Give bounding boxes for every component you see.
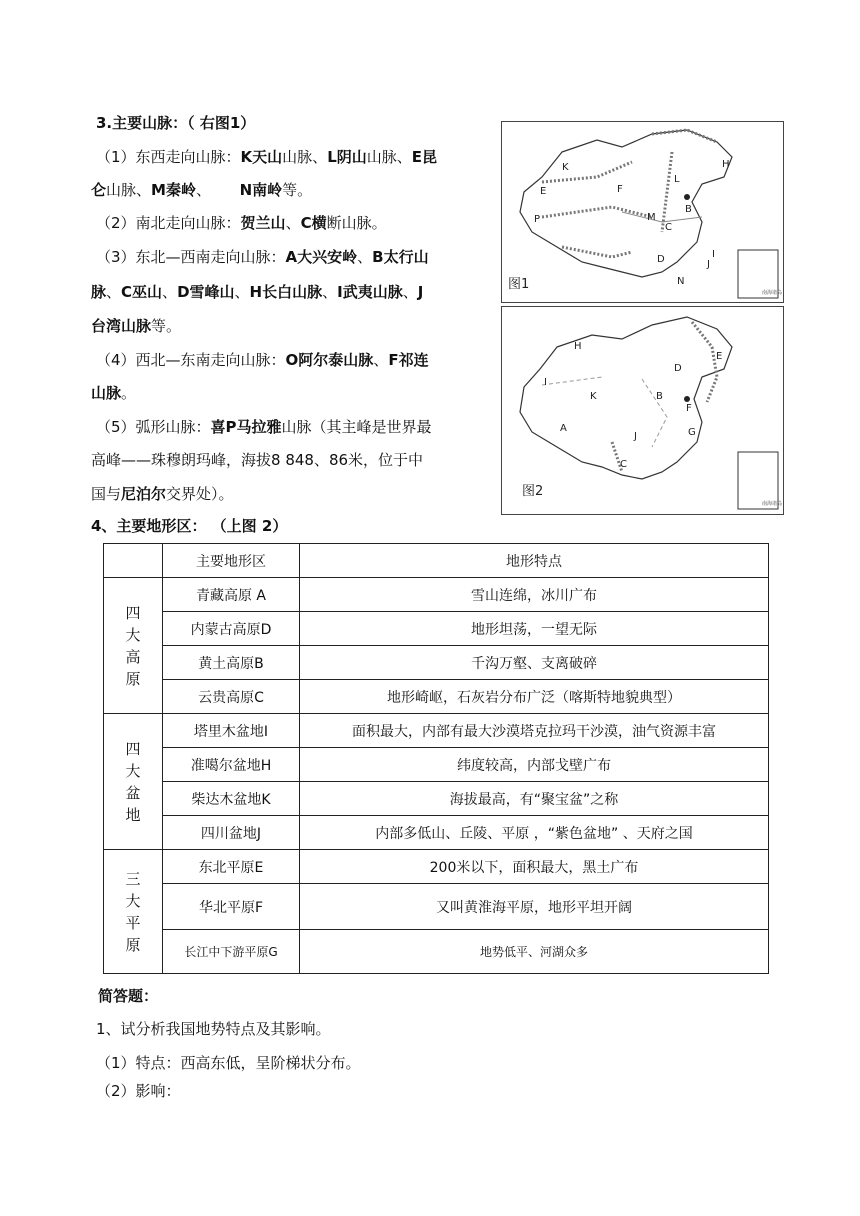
region-feature: 千沟万壑、支离破碎 (300, 646, 769, 680)
region-name: 准噶尔盆地H (163, 748, 300, 782)
map-1-label: L (674, 174, 680, 185)
map-2-label: E (716, 351, 723, 362)
table-row (104, 850, 769, 884)
region-name: 塔里木盆地Ⅰ (163, 714, 300, 748)
arc-mountains-line2: 高峰——珠穆朗玛峰，海拔8 848、86米，位于中 (91, 451, 424, 469)
qa-heading: 简答题： (98, 987, 159, 1005)
map-2-label: D (674, 363, 682, 374)
region-name: 东北平原E (163, 850, 300, 884)
terrain-table (103, 543, 769, 974)
answer-1-impact: （2）影响： (96, 1082, 181, 1100)
map-2-label: I (544, 377, 547, 388)
region-feature: 海拔最高，有“聚宝盆”之称 (300, 782, 769, 816)
table-row (104, 884, 769, 930)
map-1-label: J (707, 259, 710, 270)
map-2-label: K (590, 391, 597, 402)
table-row (104, 816, 769, 850)
table-row (104, 930, 769, 974)
map-1-caption: 图1 (508, 277, 530, 292)
region-name: 黄土高原B (163, 646, 300, 680)
table-row (104, 748, 769, 782)
table-header-row (104, 544, 769, 578)
map-figure-1 (501, 121, 784, 303)
map-1-label: P (534, 214, 541, 225)
region-feature: 地形坦荡，一望无际 (300, 612, 769, 646)
table-row (104, 782, 769, 816)
ew-mountains-line1: （1）东西走向山脉：K天山山脉、L阴山山脉、E昆 (96, 148, 438, 166)
region-name: 青藏高原 A (163, 578, 300, 612)
region-name: 长江中下游平原G (163, 930, 300, 974)
map-2-label: H (574, 341, 582, 352)
region-name: 云贵高原C (163, 680, 300, 714)
ns-mountains: （2）南北走向山脉：贺兰山、C横断山脉。 (96, 214, 387, 232)
table-row (104, 680, 769, 714)
map-2-label: A (560, 423, 567, 434)
ne-mountains-line2: 脉、C巫山、D雪峰山、H长白山脉、I武夷山脉、J (91, 283, 424, 301)
region-feature: 地形崎岖，石灰岩分布广泛（喀斯特地貌典型） (300, 680, 769, 714)
group-label-basins: 四 大 盆 地 (104, 714, 163, 850)
map-2-label: F (686, 403, 692, 414)
map-2-label: G (688, 427, 696, 438)
region-feature: 雪山连绵，冰川广布 (300, 578, 769, 612)
arc-mountains-line3: 国与尼泊尔交界处）。 (91, 485, 234, 503)
ne-mountains-line3: 台湾山脉等。 (91, 317, 182, 335)
region-name: 柴达木盆地K (163, 782, 300, 816)
question-1: 1、试分析我国地势特点及其影响。 (96, 1020, 331, 1038)
answer-1-feature: （1）特点：西高东低，呈阶梯状分布。 (96, 1054, 361, 1072)
map-1-label: M (647, 212, 656, 223)
map-figure-2 (501, 306, 784, 515)
table-row (104, 612, 769, 646)
region-name: 四川盆地J (163, 816, 300, 850)
nw-mountains-line1: （4）西北—东南走向山脉：O阿尔泰山脉、F祁连 (96, 351, 429, 369)
ew-mountains-line2: 仑山脉、M秦岭、 N南岭等。 (91, 181, 313, 199)
map-1-label: D (657, 254, 665, 265)
table-row (104, 646, 769, 680)
header-region: 主要地形区 (163, 544, 300, 578)
table-row (104, 578, 769, 612)
region-feature: 地势低平、河湖众多 (300, 930, 769, 974)
map-1-inset-label: 南海诸岛 (762, 290, 783, 296)
region-name: 华北平原F (163, 884, 300, 930)
group-label-plains: 三 大 平 原 (104, 850, 163, 974)
region-feature: 200米以下，面积最大，黑土广布 (300, 850, 769, 884)
section-3-title: 3.主要山脉：（ 右图1） (96, 114, 256, 132)
map-1-label: B (685, 204, 692, 215)
map-2-label: C (620, 459, 627, 470)
table-row (104, 714, 769, 748)
header-feature: 地形特点 (300, 544, 769, 578)
region-feature: 内部多低山、丘陵、平原 ，“紫色盆地” 、天府之国 (300, 816, 769, 850)
arc-mountains-line1: （5）弧形山脉：喜P马拉雅山脉（其主峰是世界最 (96, 418, 432, 436)
map-1-label: K (562, 162, 569, 173)
nw-mountains-line2: 山脉。 (91, 384, 137, 402)
map-2-inset-label: 南海诸岛 (762, 501, 783, 507)
region-feature: 纬度较高，内部戈壁广布 (300, 748, 769, 782)
map-2-label: J (634, 431, 637, 442)
map-2-label: B (656, 391, 663, 402)
region-feature: 又叫黄淮海平原，地形平坦开阔 (300, 884, 769, 930)
map-1-label: F (617, 184, 623, 195)
map-2-caption: 图2 (522, 484, 544, 499)
map-1-label: C (665, 222, 672, 233)
group-label-plateaus: 四 大 高 原 (104, 578, 163, 714)
map-1-label: I (712, 249, 715, 260)
region-name: 内蒙古高原D (163, 612, 300, 646)
map-1-label: E (540, 186, 547, 197)
region-feature: 面积最大，内部有最大沙漠塔克拉玛干沙漠，油气资源丰富 (300, 714, 769, 748)
section-4-title: 4、主要地形区： （上图 2） (91, 517, 288, 535)
map-1-label: N (677, 276, 685, 287)
map-1-label: H (722, 159, 730, 170)
kunlun-part1: E昆 (411, 148, 438, 166)
ne-mountains-line1: （3）东北—西南走向山脉：A大兴安岭、B太行山 (96, 248, 429, 266)
